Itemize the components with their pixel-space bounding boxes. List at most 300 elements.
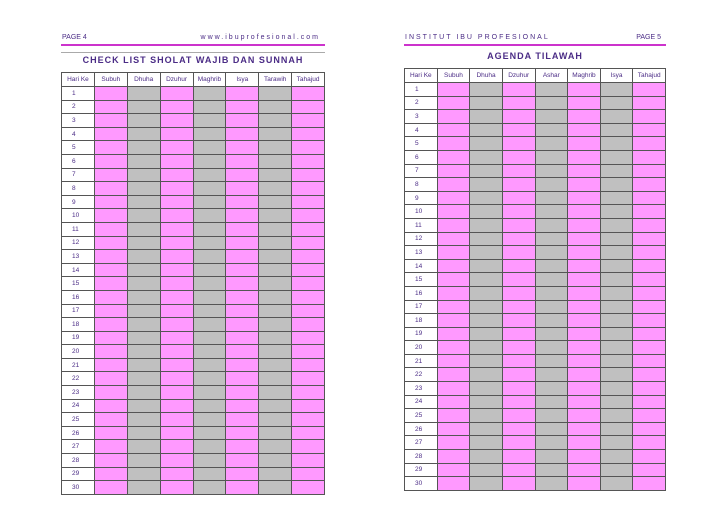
checkbox-cell[interactable] [292,399,325,413]
checkbox-cell[interactable] [535,368,568,382]
checkbox-cell[interactable] [226,127,259,141]
checkbox-cell[interactable] [94,304,127,318]
checkbox-cell[interactable] [437,83,470,97]
checkbox-cell[interactable] [193,345,226,359]
checkbox-cell[interactable] [600,477,633,491]
checkbox-cell[interactable] [193,114,226,128]
checkbox-cell[interactable] [568,164,601,178]
checkbox-cell[interactable] [535,232,568,246]
checkbox-cell[interactable] [437,314,470,328]
checkbox-cell[interactable] [226,168,259,182]
checkbox-cell[interactable] [94,440,127,454]
checkbox-cell[interactable] [127,87,160,101]
checkbox-cell[interactable] [600,164,633,178]
checkbox-cell[interactable] [160,467,193,481]
checkbox-cell[interactable] [633,286,666,300]
checkbox-cell[interactable] [568,273,601,287]
checkbox-cell[interactable] [568,205,601,219]
checkbox-cell[interactable] [259,426,292,440]
checkbox-cell[interactable] [94,331,127,345]
checkbox-cell[interactable] [600,436,633,450]
checkbox-cell[interactable] [226,386,259,400]
checkbox-cell[interactable] [568,477,601,491]
checkbox-cell[interactable] [259,386,292,400]
checkbox-cell[interactable] [160,277,193,291]
checkbox-cell[interactable] [600,463,633,477]
checkbox-cell[interactable] [600,123,633,137]
checkbox-cell[interactable] [470,368,503,382]
checkbox-cell[interactable] [535,246,568,260]
checkbox-cell[interactable] [193,100,226,114]
checkbox-cell[interactable] [259,331,292,345]
checkbox-cell[interactable] [437,205,470,219]
checkbox-cell[interactable] [127,413,160,427]
checkbox-cell[interactable] [226,413,259,427]
checkbox-cell[interactable] [535,150,568,164]
checkbox-cell[interactable] [568,368,601,382]
checkbox-cell[interactable] [193,372,226,386]
checkbox-cell[interactable] [127,154,160,168]
checkbox-cell[interactable] [292,277,325,291]
checkbox-cell[interactable] [127,372,160,386]
checkbox-cell[interactable] [600,368,633,382]
checkbox-cell[interactable] [292,318,325,332]
checkbox-cell[interactable] [193,304,226,318]
checkbox-cell[interactable] [600,178,633,192]
checkbox-cell[interactable] [502,354,535,368]
checkbox-cell[interactable] [292,154,325,168]
checkbox-cell[interactable] [193,331,226,345]
checkbox-cell[interactable] [292,222,325,236]
checkbox-cell[interactable] [600,395,633,409]
checkbox-cell[interactable] [259,100,292,114]
checkbox-cell[interactable] [470,178,503,192]
checkbox-cell[interactable] [568,96,601,110]
checkbox-cell[interactable] [633,477,666,491]
checkbox-cell[interactable] [502,96,535,110]
checkbox-cell[interactable] [437,450,470,464]
checkbox-cell[interactable] [259,236,292,250]
checkbox-cell[interactable] [127,222,160,236]
checkbox-cell[interactable] [127,440,160,454]
checkbox-cell[interactable] [568,463,601,477]
checkbox-cell[interactable] [160,386,193,400]
checkbox-cell[interactable] [437,409,470,423]
checkbox-cell[interactable] [470,123,503,137]
checkbox-cell[interactable] [502,150,535,164]
checkbox-cell[interactable] [160,168,193,182]
checkbox-cell[interactable] [193,426,226,440]
checkbox-cell[interactable] [437,137,470,151]
checkbox-cell[interactable] [193,154,226,168]
checkbox-cell[interactable] [160,141,193,155]
checkbox-cell[interactable] [535,354,568,368]
checkbox-cell[interactable] [160,318,193,332]
checkbox-cell[interactable] [535,110,568,124]
checkbox-cell[interactable] [535,382,568,396]
checkbox-cell[interactable] [94,263,127,277]
checkbox-cell[interactable] [437,150,470,164]
checkbox-cell[interactable] [502,422,535,436]
checkbox-cell[interactable] [600,96,633,110]
checkbox-cell[interactable] [292,304,325,318]
checkbox-cell[interactable] [470,232,503,246]
checkbox-cell[interactable] [226,236,259,250]
checkbox-cell[interactable] [94,358,127,372]
checkbox-cell[interactable] [292,440,325,454]
checkbox-cell[interactable] [193,182,226,196]
checkbox-cell[interactable] [437,232,470,246]
checkbox-cell[interactable] [160,331,193,345]
checkbox-cell[interactable] [600,110,633,124]
checkbox-cell[interactable] [633,178,666,192]
checkbox-cell[interactable] [94,467,127,481]
checkbox-cell[interactable] [259,290,292,304]
checkbox-cell[interactable] [160,426,193,440]
checkbox-cell[interactable] [259,318,292,332]
checkbox-cell[interactable] [226,318,259,332]
checkbox-cell[interactable] [470,395,503,409]
checkbox-cell[interactable] [127,481,160,495]
checkbox-cell[interactable] [160,413,193,427]
checkbox-cell[interactable] [127,331,160,345]
checkbox-cell[interactable] [600,314,633,328]
checkbox-cell[interactable] [600,327,633,341]
checkbox-cell[interactable] [193,168,226,182]
checkbox-cell[interactable] [226,209,259,223]
checkbox-cell[interactable] [535,178,568,192]
checkbox-cell[interactable] [568,450,601,464]
checkbox-cell[interactable] [259,127,292,141]
checkbox-cell[interactable] [292,263,325,277]
checkbox-cell[interactable] [226,222,259,236]
checkbox-cell[interactable] [502,123,535,137]
checkbox-cell[interactable] [568,83,601,97]
checkbox-cell[interactable] [633,232,666,246]
checkbox-cell[interactable] [568,137,601,151]
checkbox-cell[interactable] [502,286,535,300]
checkbox-cell[interactable] [160,195,193,209]
checkbox-cell[interactable] [437,218,470,232]
checkbox-cell[interactable] [292,114,325,128]
checkbox-cell[interactable] [292,87,325,101]
checkbox-cell[interactable] [633,218,666,232]
checkbox-cell[interactable] [127,195,160,209]
checkbox-cell[interactable] [470,205,503,219]
checkbox-cell[interactable] [600,354,633,368]
checkbox-cell[interactable] [535,341,568,355]
checkbox-cell[interactable] [502,232,535,246]
checkbox-cell[interactable] [94,426,127,440]
checkbox-cell[interactable] [600,259,633,273]
checkbox-cell[interactable] [502,382,535,396]
checkbox-cell[interactable] [127,454,160,468]
checkbox-cell[interactable] [160,372,193,386]
checkbox-cell[interactable] [502,273,535,287]
checkbox-cell[interactable] [94,386,127,400]
checkbox-cell[interactable] [292,236,325,250]
checkbox-cell[interactable] [226,467,259,481]
checkbox-cell[interactable] [259,209,292,223]
checkbox-cell[interactable] [292,290,325,304]
checkbox-cell[interactable] [633,83,666,97]
checkbox-cell[interactable] [437,463,470,477]
checkbox-cell[interactable] [160,87,193,101]
checkbox-cell[interactable] [259,440,292,454]
checkbox-cell[interactable] [535,314,568,328]
checkbox-cell[interactable] [568,246,601,260]
checkbox-cell[interactable] [160,182,193,196]
checkbox-cell[interactable] [226,263,259,277]
checkbox-cell[interactable] [193,318,226,332]
checkbox-cell[interactable] [502,450,535,464]
checkbox-cell[interactable] [470,341,503,355]
checkbox-cell[interactable] [535,286,568,300]
checkbox-cell[interactable] [470,422,503,436]
checkbox-cell[interactable] [437,341,470,355]
checkbox-cell[interactable] [633,341,666,355]
checkbox-cell[interactable] [193,87,226,101]
checkbox-cell[interactable] [437,300,470,314]
checkbox-cell[interactable] [568,110,601,124]
checkbox-cell[interactable] [259,481,292,495]
checkbox-cell[interactable] [160,290,193,304]
checkbox-cell[interactable] [535,218,568,232]
checkbox-cell[interactable] [259,154,292,168]
checkbox-cell[interactable] [127,127,160,141]
checkbox-cell[interactable] [127,250,160,264]
checkbox-cell[interactable] [292,358,325,372]
checkbox-cell[interactable] [193,141,226,155]
checkbox-cell[interactable] [470,477,503,491]
checkbox-cell[interactable] [502,300,535,314]
checkbox-cell[interactable] [470,327,503,341]
checkbox-cell[interactable] [568,409,601,423]
checkbox-cell[interactable] [502,164,535,178]
checkbox-cell[interactable] [633,314,666,328]
checkbox-cell[interactable] [193,222,226,236]
checkbox-cell[interactable] [437,422,470,436]
checkbox-cell[interactable] [600,218,633,232]
checkbox-cell[interactable] [568,191,601,205]
checkbox-cell[interactable] [292,209,325,223]
checkbox-cell[interactable] [535,463,568,477]
checkbox-cell[interactable] [568,436,601,450]
checkbox-cell[interactable] [535,477,568,491]
checkbox-cell[interactable] [160,222,193,236]
checkbox-cell[interactable] [127,141,160,155]
checkbox-cell[interactable] [193,413,226,427]
checkbox-cell[interactable] [470,463,503,477]
checkbox-cell[interactable] [193,386,226,400]
checkbox-cell[interactable] [568,382,601,396]
checkbox-cell[interactable] [470,450,503,464]
checkbox-cell[interactable] [160,127,193,141]
checkbox-cell[interactable] [502,477,535,491]
checkbox-cell[interactable] [226,399,259,413]
checkbox-cell[interactable] [437,259,470,273]
checkbox-cell[interactable] [568,232,601,246]
checkbox-cell[interactable] [259,141,292,155]
checkbox-cell[interactable] [94,87,127,101]
checkbox-cell[interactable] [470,314,503,328]
checkbox-cell[interactable] [226,290,259,304]
checkbox-cell[interactable] [193,277,226,291]
checkbox-cell[interactable] [160,345,193,359]
checkbox-cell[interactable] [535,422,568,436]
checkbox-cell[interactable] [127,426,160,440]
checkbox-cell[interactable] [568,123,601,137]
checkbox-cell[interactable] [633,110,666,124]
checkbox-cell[interactable] [226,114,259,128]
checkbox-cell[interactable] [470,300,503,314]
checkbox-cell[interactable] [94,277,127,291]
checkbox-cell[interactable] [292,454,325,468]
checkbox-cell[interactable] [94,114,127,128]
checkbox-cell[interactable] [502,178,535,192]
checkbox-cell[interactable] [127,263,160,277]
checkbox-cell[interactable] [633,96,666,110]
checkbox-cell[interactable] [94,454,127,468]
checkbox-cell[interactable] [600,286,633,300]
checkbox-cell[interactable] [535,327,568,341]
checkbox-cell[interactable] [535,164,568,178]
checkbox-cell[interactable] [633,354,666,368]
checkbox-cell[interactable] [292,141,325,155]
checkbox-cell[interactable] [470,191,503,205]
checkbox-cell[interactable] [535,395,568,409]
checkbox-cell[interactable] [94,168,127,182]
checkbox-cell[interactable] [437,273,470,287]
checkbox-cell[interactable] [259,182,292,196]
checkbox-cell[interactable] [94,290,127,304]
checkbox-cell[interactable] [160,154,193,168]
checkbox-cell[interactable] [292,331,325,345]
checkbox-cell[interactable] [259,222,292,236]
checkbox-cell[interactable] [535,96,568,110]
checkbox-cell[interactable] [502,327,535,341]
checkbox-cell[interactable] [226,250,259,264]
checkbox-cell[interactable] [633,164,666,178]
checkbox-cell[interactable] [437,382,470,396]
checkbox-cell[interactable] [193,454,226,468]
checkbox-cell[interactable] [226,141,259,155]
checkbox-cell[interactable] [437,246,470,260]
checkbox-cell[interactable] [94,222,127,236]
checkbox-cell[interactable] [226,195,259,209]
checkbox-cell[interactable] [160,358,193,372]
checkbox-cell[interactable] [470,246,503,260]
checkbox-cell[interactable] [226,182,259,196]
checkbox-cell[interactable] [633,450,666,464]
checkbox-cell[interactable] [94,250,127,264]
checkbox-cell[interactable] [470,164,503,178]
checkbox-cell[interactable] [226,277,259,291]
checkbox-cell[interactable] [437,436,470,450]
checkbox-cell[interactable] [502,83,535,97]
checkbox-cell[interactable] [633,150,666,164]
checkbox-cell[interactable] [633,395,666,409]
checkbox-cell[interactable] [226,87,259,101]
checkbox-cell[interactable] [535,300,568,314]
checkbox-cell[interactable] [127,318,160,332]
checkbox-cell[interactable] [259,413,292,427]
checkbox-cell[interactable] [633,246,666,260]
checkbox-cell[interactable] [535,259,568,273]
checkbox-cell[interactable] [437,395,470,409]
checkbox-cell[interactable] [568,218,601,232]
checkbox-cell[interactable] [193,263,226,277]
checkbox-cell[interactable] [94,345,127,359]
checkbox-cell[interactable] [600,300,633,314]
checkbox-cell[interactable] [633,273,666,287]
checkbox-cell[interactable] [226,440,259,454]
checkbox-cell[interactable] [259,263,292,277]
checkbox-cell[interactable] [94,127,127,141]
checkbox-cell[interactable] [292,182,325,196]
checkbox-cell[interactable] [437,477,470,491]
checkbox-cell[interactable] [470,273,503,287]
checkbox-cell[interactable] [502,246,535,260]
checkbox-cell[interactable] [94,100,127,114]
checkbox-cell[interactable] [437,191,470,205]
checkbox-cell[interactable] [470,83,503,97]
checkbox-cell[interactable] [292,168,325,182]
checkbox-cell[interactable] [502,463,535,477]
checkbox-cell[interactable] [127,358,160,372]
checkbox-cell[interactable] [292,345,325,359]
checkbox-cell[interactable] [259,467,292,481]
checkbox-cell[interactable] [633,123,666,137]
checkbox-cell[interactable] [292,467,325,481]
checkbox-cell[interactable] [600,83,633,97]
checkbox-cell[interactable] [292,195,325,209]
checkbox-cell[interactable] [94,372,127,386]
checkbox-cell[interactable] [535,450,568,464]
checkbox-cell[interactable] [437,327,470,341]
checkbox-cell[interactable] [470,96,503,110]
checkbox-cell[interactable] [259,195,292,209]
checkbox-cell[interactable] [470,354,503,368]
checkbox-cell[interactable] [535,205,568,219]
checkbox-cell[interactable] [226,426,259,440]
checkbox-cell[interactable] [633,382,666,396]
checkbox-cell[interactable] [633,191,666,205]
checkbox-cell[interactable] [259,372,292,386]
checkbox-cell[interactable] [94,318,127,332]
checkbox-cell[interactable] [160,304,193,318]
checkbox-cell[interactable] [292,100,325,114]
checkbox-cell[interactable] [600,273,633,287]
checkbox-cell[interactable] [568,259,601,273]
checkbox-cell[interactable] [633,259,666,273]
checkbox-cell[interactable] [127,100,160,114]
checkbox-cell[interactable] [160,454,193,468]
checkbox-cell[interactable] [437,110,470,124]
checkbox-cell[interactable] [160,399,193,413]
checkbox-cell[interactable] [160,209,193,223]
checkbox-cell[interactable] [600,150,633,164]
checkbox-cell[interactable] [568,300,601,314]
checkbox-cell[interactable] [94,481,127,495]
checkbox-cell[interactable] [502,395,535,409]
checkbox-cell[interactable] [535,409,568,423]
checkbox-cell[interactable] [127,290,160,304]
checkbox-cell[interactable] [160,114,193,128]
checkbox-cell[interactable] [292,426,325,440]
checkbox-cell[interactable] [160,100,193,114]
checkbox-cell[interactable] [502,341,535,355]
